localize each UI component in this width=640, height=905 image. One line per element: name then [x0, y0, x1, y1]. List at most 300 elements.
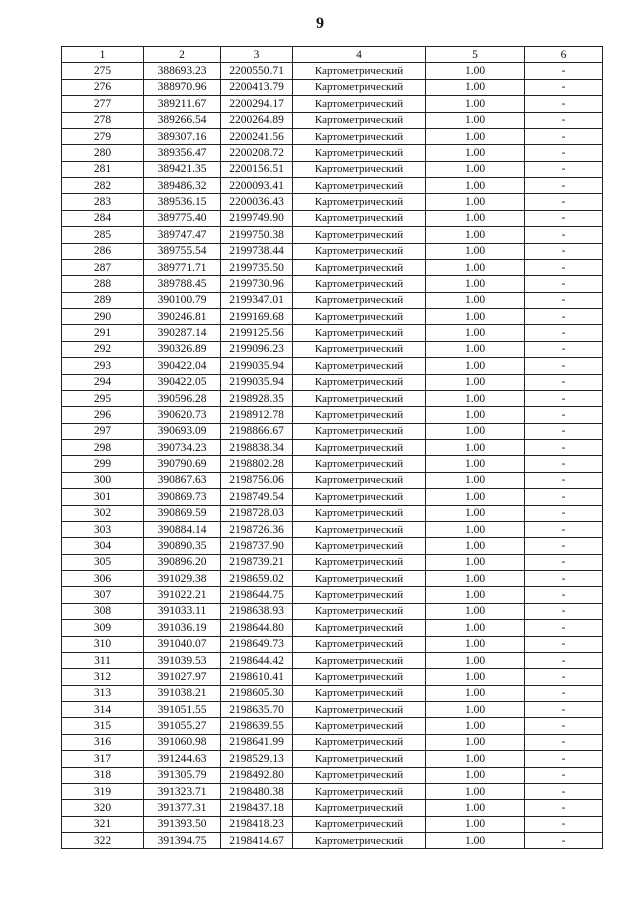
- table-cell: Картометрический: [293, 734, 426, 750]
- table-cell: 389356.47: [144, 145, 221, 161]
- table-cell: 1.00: [426, 358, 525, 374]
- table-cell: -: [525, 571, 603, 587]
- table-cell: -: [525, 685, 603, 701]
- table-row: [62, 718, 603, 734]
- table-cell: 391027.97: [144, 669, 221, 685]
- table-cell: 1.00: [426, 161, 525, 177]
- table-cell: 391029.38: [144, 571, 221, 587]
- table-cell: 2198649.73: [221, 636, 293, 652]
- table-cell: 2198641.99: [221, 734, 293, 750]
- table-cell: 390620.73: [144, 407, 221, 423]
- table-cell: Картометрический: [293, 309, 426, 325]
- table-cell: 391393.50: [144, 816, 221, 832]
- table-cell: -: [525, 276, 603, 292]
- table-cell: -: [525, 112, 603, 128]
- table-row: [62, 734, 603, 750]
- table-cell: 1.00: [426, 734, 525, 750]
- table-cell: -: [525, 407, 603, 423]
- table-cell: 314: [62, 702, 144, 718]
- table-cell: 2198480.38: [221, 783, 293, 799]
- column-header: 2: [144, 47, 221, 63]
- table-cell: 318: [62, 767, 144, 783]
- table-cell: 2198726.36: [221, 521, 293, 537]
- table-cell: -: [525, 161, 603, 177]
- table-cell: 320: [62, 800, 144, 816]
- table-cell: -: [525, 423, 603, 439]
- table-row: [62, 587, 603, 603]
- table-cell: 1.00: [426, 571, 525, 587]
- table-cell: 2198749.54: [221, 489, 293, 505]
- table-cell: Картометрический: [293, 358, 426, 374]
- table-row: [62, 767, 603, 783]
- table-cell: 1.00: [426, 505, 525, 521]
- table-cell: 315: [62, 718, 144, 734]
- table-cell: 1.00: [426, 636, 525, 652]
- page-number: 9: [316, 15, 324, 32]
- table-cell: Картометрический: [293, 259, 426, 275]
- table-cell: 391033.11: [144, 603, 221, 619]
- table-cell: -: [525, 538, 603, 554]
- table-row: [62, 210, 603, 226]
- table-cell: -: [525, 259, 603, 275]
- table-cell: 2198659.02: [221, 571, 293, 587]
- table-row: [62, 194, 603, 210]
- table-cell: 391305.79: [144, 767, 221, 783]
- table-cell: Картометрический: [293, 456, 426, 472]
- table-cell: 391040.07: [144, 636, 221, 652]
- table-cell: -: [525, 309, 603, 325]
- table-row: [62, 538, 603, 554]
- table-row: [62, 472, 603, 488]
- table-cell: 282: [62, 178, 144, 194]
- table-cell: 1.00: [426, 227, 525, 243]
- table-cell: 296: [62, 407, 144, 423]
- table-cell: -: [525, 227, 603, 243]
- table-cell: Картометрический: [293, 816, 426, 832]
- table-cell: -: [525, 603, 603, 619]
- table-cell: 1.00: [426, 718, 525, 734]
- table-cell: 1.00: [426, 816, 525, 832]
- table-cell: 2198728.03: [221, 505, 293, 521]
- table-cell: -: [525, 472, 603, 488]
- table-cell: 1.00: [426, 783, 525, 799]
- table-row: [62, 833, 603, 849]
- table-cell: 390422.05: [144, 374, 221, 390]
- table-cell: 390790.69: [144, 456, 221, 472]
- table-cell: Картометрический: [293, 587, 426, 603]
- table-cell: 389775.40: [144, 210, 221, 226]
- table-cell: -: [525, 489, 603, 505]
- table-cell: Картометрический: [293, 292, 426, 308]
- table-row: [62, 259, 603, 275]
- table-cell: 287: [62, 259, 144, 275]
- table-cell: Картометрический: [293, 783, 426, 799]
- table-cell: 391394.75: [144, 833, 221, 849]
- table-row: [62, 783, 603, 799]
- table-row: [62, 325, 603, 341]
- table-cell: 298: [62, 440, 144, 456]
- table-cell: Картометрический: [293, 423, 426, 439]
- table-row: [62, 374, 603, 390]
- table-cell: 1.00: [426, 178, 525, 194]
- table-cell: 277: [62, 96, 144, 112]
- table-row: [62, 423, 603, 439]
- table-cell: -: [525, 718, 603, 734]
- table-cell: 1.00: [426, 259, 525, 275]
- table-cell: -: [525, 210, 603, 226]
- table-cell: 391051.55: [144, 702, 221, 718]
- table-cell: -: [525, 636, 603, 652]
- table-cell: 391377.31: [144, 800, 221, 816]
- table-cell: 1.00: [426, 276, 525, 292]
- table-cell: 389747.47: [144, 227, 221, 243]
- table-cell: 2199735.50: [221, 259, 293, 275]
- table-cell: 2198644.80: [221, 620, 293, 636]
- table-cell: -: [525, 374, 603, 390]
- table-cell: Картометрический: [293, 505, 426, 521]
- table-cell: 2200413.79: [221, 79, 293, 95]
- table-cell: 390596.28: [144, 390, 221, 406]
- table-cell: -: [525, 178, 603, 194]
- table-cell: 391022.21: [144, 587, 221, 603]
- table-cell: Картометрический: [293, 538, 426, 554]
- table-cell: -: [525, 358, 603, 374]
- column-header: 6: [525, 47, 603, 63]
- table-cell: 2198418.23: [221, 816, 293, 832]
- table-cell: 390693.09: [144, 423, 221, 439]
- table-cell: 389307.16: [144, 128, 221, 144]
- table-cell: 289: [62, 292, 144, 308]
- table-cell: 311: [62, 652, 144, 668]
- table-row: [62, 243, 603, 259]
- table-cell: 2198437.18: [221, 800, 293, 816]
- table-cell: 1.00: [426, 407, 525, 423]
- table-cell: -: [525, 816, 603, 832]
- table-row: [62, 358, 603, 374]
- table-cell: 316: [62, 734, 144, 750]
- table-cell: 390100.79: [144, 292, 221, 308]
- table-cell: Картометрический: [293, 440, 426, 456]
- table-row: [62, 227, 603, 243]
- table-cell: 391244.63: [144, 751, 221, 767]
- table-cell: Картометрический: [293, 669, 426, 685]
- table-cell: 2199035.94: [221, 358, 293, 374]
- table-cell: 293: [62, 358, 144, 374]
- table-cell: -: [525, 96, 603, 112]
- table-cell: Картометрический: [293, 489, 426, 505]
- table-cell: 2200264.89: [221, 112, 293, 128]
- table-row: [62, 669, 603, 685]
- table-cell: 306: [62, 571, 144, 587]
- table-cell: Картометрический: [293, 243, 426, 259]
- table-cell: 1.00: [426, 325, 525, 341]
- table-cell: -: [525, 702, 603, 718]
- table-cell: 295: [62, 390, 144, 406]
- table-cell: 1.00: [426, 194, 525, 210]
- table-cell: -: [525, 669, 603, 685]
- table-cell: 391060.98: [144, 734, 221, 750]
- table-row: [62, 652, 603, 668]
- table-cell: 2198414.67: [221, 833, 293, 849]
- table-cell: 2199096.23: [221, 341, 293, 357]
- table-cell: Картометрический: [293, 96, 426, 112]
- table-cell: 1.00: [426, 112, 525, 128]
- table-cell: 310: [62, 636, 144, 652]
- table-cell: 2198739.21: [221, 554, 293, 570]
- table-cell: Картометрический: [293, 472, 426, 488]
- table-cell: 303: [62, 521, 144, 537]
- table-cell: 1.00: [426, 587, 525, 603]
- table-cell: Картометрический: [293, 718, 426, 734]
- table-cell: 2198529.13: [221, 751, 293, 767]
- table-cell: 307: [62, 587, 144, 603]
- table-cell: 1.00: [426, 685, 525, 701]
- table-row: [62, 816, 603, 832]
- table-row: [62, 489, 603, 505]
- table-cell: 2198644.42: [221, 652, 293, 668]
- table-row: [62, 603, 603, 619]
- table-cell: -: [525, 800, 603, 816]
- table-cell: -: [525, 783, 603, 799]
- table-cell: 1.00: [426, 702, 525, 718]
- table-cell: Картометрический: [293, 833, 426, 849]
- table-cell: 389211.67: [144, 96, 221, 112]
- table-cell: 294: [62, 374, 144, 390]
- table-cell: 2198802.28: [221, 456, 293, 472]
- table-cell: -: [525, 734, 603, 750]
- table-cell: 2199750.38: [221, 227, 293, 243]
- table-cell: Картометрический: [293, 571, 426, 587]
- table-cell: 1.00: [426, 652, 525, 668]
- table-cell: Картометрический: [293, 194, 426, 210]
- table-cell: Картометрический: [293, 276, 426, 292]
- table-row: [62, 276, 603, 292]
- table-cell: 1.00: [426, 374, 525, 390]
- table-cell: 391039.53: [144, 652, 221, 668]
- table-row: [62, 112, 603, 128]
- table-cell: 2200036.43: [221, 194, 293, 210]
- table-cell: 1.00: [426, 390, 525, 406]
- table-cell: Картометрический: [293, 407, 426, 423]
- table-row: [62, 161, 603, 177]
- table-cell: 2199730.96: [221, 276, 293, 292]
- table-cell: 390867.63: [144, 472, 221, 488]
- table-cell: 1.00: [426, 554, 525, 570]
- table-cell: Картометрический: [293, 767, 426, 783]
- table-cell: -: [525, 767, 603, 783]
- table-cell: -: [525, 652, 603, 668]
- table-row: [62, 521, 603, 537]
- table-cell: 1.00: [426, 767, 525, 783]
- table-cell: 2200156.51: [221, 161, 293, 177]
- table-row: [62, 636, 603, 652]
- table-row: [62, 685, 603, 701]
- table-cell: Картометрический: [293, 128, 426, 144]
- table-row: [62, 128, 603, 144]
- table-cell: 278: [62, 112, 144, 128]
- table-row: [62, 571, 603, 587]
- table-cell: Картометрический: [293, 521, 426, 537]
- table-cell: Картометрический: [293, 800, 426, 816]
- table-cell: Картометрический: [293, 227, 426, 243]
- table-row: [62, 505, 603, 521]
- table-cell: 2199169.68: [221, 309, 293, 325]
- table-cell: 1.00: [426, 669, 525, 685]
- table-row: [62, 407, 603, 423]
- table-cell: 390422.04: [144, 358, 221, 374]
- table-cell: -: [525, 620, 603, 636]
- table-cell: 2198492.80: [221, 767, 293, 783]
- table-cell: Картометрический: [293, 210, 426, 226]
- table-cell: 2200241.56: [221, 128, 293, 144]
- table-cell: 388693.23: [144, 63, 221, 79]
- table-body: [62, 63, 603, 849]
- table-cell: 1.00: [426, 833, 525, 849]
- table-cell: 285: [62, 227, 144, 243]
- table-row: [62, 620, 603, 636]
- table-cell: -: [525, 341, 603, 357]
- table-cell: 1.00: [426, 145, 525, 161]
- table-cell: 2199738.44: [221, 243, 293, 259]
- table-cell: -: [525, 521, 603, 537]
- table-header-row: [62, 47, 603, 63]
- table-cell: 305: [62, 554, 144, 570]
- table-cell: 2200208.72: [221, 145, 293, 161]
- table-cell: 2199035.94: [221, 374, 293, 390]
- table-cell: 390734.23: [144, 440, 221, 456]
- table-cell: -: [525, 456, 603, 472]
- table-cell: 2200093.41: [221, 178, 293, 194]
- table-row: [62, 800, 603, 816]
- table-cell: Картометрический: [293, 652, 426, 668]
- table-row: [62, 554, 603, 570]
- table-cell: 300: [62, 472, 144, 488]
- table-row: [62, 178, 603, 194]
- table-cell: 390890.35: [144, 538, 221, 554]
- table-cell: Картометрический: [293, 63, 426, 79]
- table-cell: 388970.96: [144, 79, 221, 95]
- table-cell: 1.00: [426, 440, 525, 456]
- table-cell: Картометрический: [293, 636, 426, 652]
- table-cell: 390884.14: [144, 521, 221, 537]
- table-cell: 2198912.78: [221, 407, 293, 423]
- table-cell: Картометрический: [293, 685, 426, 701]
- table-cell: 1.00: [426, 128, 525, 144]
- table-cell: 1.00: [426, 620, 525, 636]
- table-cell: 299: [62, 456, 144, 472]
- table-cell: 391323.71: [144, 783, 221, 799]
- column-header: 1: [62, 47, 144, 63]
- table-cell: 281: [62, 161, 144, 177]
- table-cell: -: [525, 145, 603, 161]
- table-cell: 302: [62, 505, 144, 521]
- table-cell: 2198737.90: [221, 538, 293, 554]
- table-cell: 390869.59: [144, 505, 221, 521]
- table-cell: Картометрический: [293, 554, 426, 570]
- table-cell: 1.00: [426, 603, 525, 619]
- coordinates-table: [61, 46, 603, 849]
- table-cell: 1.00: [426, 472, 525, 488]
- table-cell: 390287.14: [144, 325, 221, 341]
- table-cell: 321: [62, 816, 144, 832]
- table-cell: 2198610.41: [221, 669, 293, 685]
- table-row: [62, 292, 603, 308]
- table-row: [62, 63, 603, 79]
- table-cell: 390246.81: [144, 309, 221, 325]
- table-cell: 308: [62, 603, 144, 619]
- table-cell: 2200550.71: [221, 63, 293, 79]
- table-cell: 291: [62, 325, 144, 341]
- table-cell: Картометрический: [293, 79, 426, 95]
- table-cell: 1.00: [426, 423, 525, 439]
- table-cell: 391036.19: [144, 620, 221, 636]
- table-cell: 2198866.67: [221, 423, 293, 439]
- table-cell: Картометрический: [293, 374, 426, 390]
- table-cell: 313: [62, 685, 144, 701]
- table-cell: 1.00: [426, 751, 525, 767]
- table-cell: -: [525, 325, 603, 341]
- table-cell: Картометрический: [293, 603, 426, 619]
- table-cell: -: [525, 554, 603, 570]
- table-cell: 389266.54: [144, 112, 221, 128]
- table-cell: Картометрический: [293, 145, 426, 161]
- table-cell: -: [525, 292, 603, 308]
- table-cell: 322: [62, 833, 144, 849]
- table-cell: 389486.32: [144, 178, 221, 194]
- table-cell: 389788.45: [144, 276, 221, 292]
- table-cell: -: [525, 751, 603, 767]
- table-cell: 2198644.75: [221, 587, 293, 603]
- table-row: [62, 309, 603, 325]
- table-row: [62, 79, 603, 95]
- table-cell: 301: [62, 489, 144, 505]
- table-cell: 288: [62, 276, 144, 292]
- table-cell: Картометрический: [293, 702, 426, 718]
- table-cell: -: [525, 440, 603, 456]
- table-cell: 317: [62, 751, 144, 767]
- table-cell: 292: [62, 341, 144, 357]
- table-cell: 280: [62, 145, 144, 161]
- table-cell: 2198838.34: [221, 440, 293, 456]
- table-cell: 2199125.56: [221, 325, 293, 341]
- table-cell: 390869.73: [144, 489, 221, 505]
- table-cell: 284: [62, 210, 144, 226]
- table-cell: 2198928.35: [221, 390, 293, 406]
- table-row: [62, 702, 603, 718]
- table-cell: 283: [62, 194, 144, 210]
- table-cell: Картометрический: [293, 751, 426, 767]
- table-cell: -: [525, 79, 603, 95]
- table-cell: -: [525, 128, 603, 144]
- table-cell: 1.00: [426, 243, 525, 259]
- table-row: [62, 145, 603, 161]
- table-cell: Картометрический: [293, 390, 426, 406]
- table-cell: -: [525, 243, 603, 259]
- table-cell: 1.00: [426, 456, 525, 472]
- table-cell: 389771.71: [144, 259, 221, 275]
- table-cell: 2198639.55: [221, 718, 293, 734]
- table-cell: 389421.35: [144, 161, 221, 177]
- table-cell: 290: [62, 309, 144, 325]
- table-cell: Картометрический: [293, 112, 426, 128]
- table-row: [62, 96, 603, 112]
- table-cell: 297: [62, 423, 144, 439]
- table-cell: 1.00: [426, 538, 525, 554]
- table-cell: -: [525, 63, 603, 79]
- table-row: [62, 341, 603, 357]
- table-cell: 389755.54: [144, 243, 221, 259]
- table-cell: 319: [62, 783, 144, 799]
